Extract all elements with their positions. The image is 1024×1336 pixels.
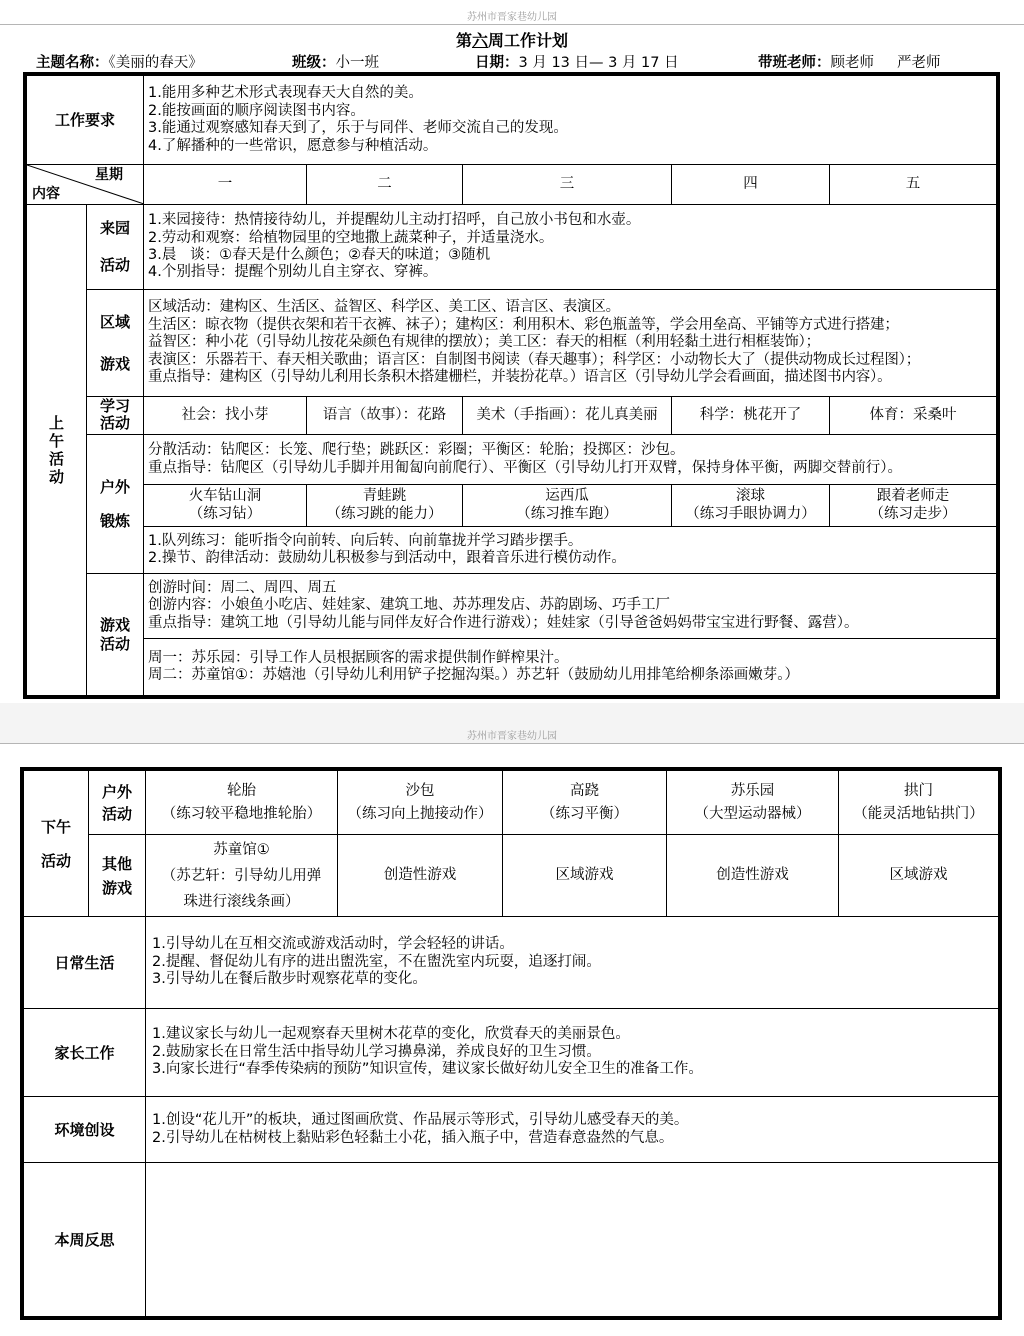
list-item: 2.能按画面的顺序阅读图书内容。 [148, 102, 365, 119]
list-item: 2.劳动和观察：给植物园里的空地撒上蔬菜种子，并适量浇水。 [148, 229, 554, 246]
afternoon-other-wed: 区域游戏 [503, 835, 667, 917]
page-title [0, 28, 1024, 51]
day-header-mon: 一 [144, 165, 307, 205]
list-item: 3.引导幼儿在餐后散步时观察花草的变化。 [152, 971, 427, 988]
outdoor-extra-content [144, 527, 997, 574]
page-header-2: 苏州市晋家巷幼儿园 [467, 731, 557, 742]
title-suffix: 周工作计划 [488, 31, 569, 50]
title-prefix: 第 [455, 31, 472, 50]
area-games-content [144, 290, 997, 397]
outdoor-exercise-content [144, 435, 997, 485]
outdoor-exercise-label: 户外 锻炼 [87, 435, 144, 574]
list-item: 4.个别指导：提醒个别幼儿自主穿衣、穿裤。 [148, 264, 438, 281]
afternoon-outdoor-wed: 高跷 （练习平衡） [503, 771, 667, 835]
list-item: 重点指导：建构区（引导幼儿利用长条积木搭建栅栏，并装扮花草。）语言区（引导幼儿学会看画面，描述图书内容）。 [148, 368, 892, 385]
list-item: 2.引导幼儿在枯树枝上黏贴彩色轻黏土小花，插入瓶子中，营造春意盎然的气息。 [152, 1129, 674, 1146]
study-mon: 社会：找小芽 [144, 396, 307, 435]
outdoor-wed: 运西瓜 （练习推车跑） [463, 484, 672, 527]
list-item: 3.晨 谈：①春天是什么颜色；②春天的味道；③随机 [148, 246, 491, 263]
afternoon-other-thu: 创造性游戏 [667, 835, 839, 917]
list-item: 分散活动：钻爬区：长笼、爬行垫；跳跃区：彩圈；平衡区：轮胎；投掷区：沙包。 [148, 442, 685, 459]
date-value: 3 月 13 日— 3 月 17 日 [518, 55, 679, 71]
game-activities-extra [144, 639, 997, 696]
afternoon-outdoor-fri: 拱门 （能灵活地钻拱门） [839, 771, 999, 835]
list-item: 生活区：晾衣物（提供衣架和若干衣裤、袜子）；建构区：利用积木、彩色瓶盖等，学会用垒高、平铺等方式进行搭建； [148, 316, 899, 333]
outdoor-fri: 跟着老师走 （练习走步） [830, 484, 997, 527]
weekly-plan-table-2 [23, 770, 999, 1317]
afternoon-outdoor-tue: 沙包 （练习向上抛接动作） [338, 771, 503, 835]
daily-life-label: 日常生活 [24, 917, 146, 1009]
afternoon-other-fri: 区域游戏 [839, 835, 999, 917]
list-item: 重点指导：建筑工地（引导幼儿能与同伴友好合作进行游戏）；娃娃家（引导爸爸妈妈带宝宝进行野餐、露营）。 [148, 614, 859, 631]
study-wed: 美术（手指画）：花儿真美丽 [463, 396, 672, 435]
header-divider [0, 743, 1024, 744]
environment-label: 环境创设 [24, 1097, 146, 1163]
date-label: 日期： [475, 55, 519, 71]
list-item: 3.向家长进行“春季传染病的预防”知识宣传，建议家长做好幼儿安全卫生的准备工作。 [152, 1061, 703, 1078]
day-header-thu: 四 [672, 165, 830, 205]
weekly-plan-table-1 [26, 75, 997, 696]
page-header-1: 苏州市晋家巷幼儿园 [467, 12, 557, 23]
work-requirements-label: 工作要求 [27, 76, 144, 165]
list-item: 表演区：乐器若干、春天相关歌曲；语言区：自制图书阅读（春天趣事）；科学区：小动物长大了（提供动物成长过程图）； [148, 351, 921, 368]
reflection-content[interactable] [146, 1163, 999, 1317]
afternoon-other-tue: 创造性游戏 [338, 835, 503, 917]
teacher-label: 带班老师： [758, 55, 831, 71]
arrival-activities-content [144, 204, 997, 289]
list-item: 2.鼓励家长在日常生活中指导幼儿学习擤鼻涕，养成良好的卫生习惯。 [152, 1043, 601, 1060]
list-item: 周一：苏乐园：引导工作人员根据顾客的需求提供制作鲜榨果汁。 [148, 649, 569, 666]
outdoor-thu: 滚球 （练习手眼协调力） [672, 484, 830, 527]
afternoon-outdoor-label: 户外 活动 [89, 771, 146, 835]
teacher-info [758, 51, 941, 72]
list-item: 创游内容：小娘鱼小吃店、娃娃家、建筑工地、苏苏理发店、苏韵剧场、巧手工厂 [148, 597, 671, 614]
outdoor-mon: 火车钻山洞 （练习钻） [144, 484, 307, 527]
study-fri: 体育：采桑叶 [830, 396, 997, 435]
list-item: 3.能通过观察感知春天到了，乐于与同伴、老师交流自己的发现。 [148, 120, 568, 137]
afternoon-other-mon: 苏童馆① （苏艺轩：引导幼儿用弹 珠进行滚线条画） [146, 835, 338, 917]
afternoon-outdoor-mon: 轮胎 （练习较平稳地推轮胎） [146, 771, 338, 835]
theme-label: 主题名称： [36, 55, 109, 71]
afternoon-other-label: 其他 游戏 [89, 835, 146, 917]
class-info [292, 51, 379, 72]
morning-activities-label: 上 午 活 动 [27, 204, 87, 695]
teacher-value: 顾老师 严老师 [830, 55, 941, 71]
list-item: 重点指导：钻爬区（引导幼儿手脚并用匍匐向前爬行）、平衡区（引导幼儿打开双臂，保持身体平衡，两脚交替前行）。 [148, 459, 903, 476]
list-item: 1.队列练习：能听指令向前转、向后转、向前靠拢并学习踏步摆手。 [148, 532, 583, 549]
class-value: 小一班 [335, 55, 379, 71]
study-tue: 语言（故事）：花路 [307, 396, 463, 435]
header-divider [0, 24, 1024, 25]
outdoor-tue: 青蛙跳 （练习跳的能力） [307, 484, 463, 527]
reflection-label: 本周反思 [24, 1163, 146, 1317]
arrival-activities-label: 来园 活动 [87, 204, 144, 289]
game-activities-content [144, 574, 997, 639]
content-label: 内容 [32, 186, 60, 203]
list-item: 4.了解播种的一些常识，愿意参与种植活动。 [148, 137, 438, 154]
environment-content [146, 1097, 999, 1163]
list-item: 1.来园接待：热情接待幼儿，并提醒幼儿主动打招呼，自己放小书包和水壶。 [148, 212, 641, 229]
class-label: 班级： [292, 55, 336, 71]
date-info [475, 51, 679, 72]
parent-work-content [146, 1009, 999, 1097]
list-item: 1.能用多种艺术形式表现春天大自然的美。 [148, 85, 423, 102]
list-item: 益智区：种小花（引导幼儿按花朵颜色有规律的摆放）；美工区：春天的相框（利用轻黏土进行相框装饰）； [148, 334, 820, 351]
list-item: 1.引导幼儿在互相交流或游戏活动时，学会轻轻的讲话。 [152, 936, 514, 953]
work-requirements-content [144, 76, 997, 165]
study-activities-label: 学习 活动 [87, 396, 144, 435]
weekday-corner-header [27, 165, 144, 205]
list-item: 1.建议家长与幼儿一起观察春天里树木花草的变化，欣赏春天的美丽景色。 [152, 1026, 630, 1043]
list-item: 1.创设“花儿开”的板块，通过图画欣赏、作品展示等形式，引导幼儿感受春天的美。 [152, 1112, 689, 1129]
list-item: 2.操节、韵律活动：鼓励幼儿积极参与到活动中，跟着音乐进行模仿动作。 [148, 550, 626, 567]
day-header-fri: 五 [830, 165, 997, 205]
day-header-tue: 二 [307, 165, 463, 205]
theme-info [36, 51, 203, 72]
daily-life-content [146, 917, 999, 1009]
study-thu: 科学：桃花开了 [672, 396, 830, 435]
theme-value: 《美丽的春天》 [108, 55, 203, 71]
afternoon-outdoor-thu: 苏乐园 （大型运动器械） [667, 771, 839, 835]
day-header-wed: 三 [463, 165, 672, 205]
list-item: 周二：苏童馆①：苏嬉池（引导幼儿利用铲子挖掘沟渠。）苏艺轩（鼓励幼儿用排笔给柳条添画嫩芽。） [148, 667, 800, 684]
area-games-label: 区域 游戏 [87, 290, 144, 397]
list-item: 区域活动：建构区、生活区、益智区、科学区、美工区、语言区、表演区。 [148, 299, 620, 316]
list-item: 创游时间：周二、周四、周五 [148, 580, 337, 597]
list-item: 2.提醒、督促幼儿有序的进出盥洗室，不在盥洗室内玩耍，追逐打闹。 [152, 953, 601, 970]
afternoon-activities-label: 下午 活动 [24, 771, 89, 917]
game-activities-label: 游戏 活动 [87, 574, 144, 696]
parent-work-label: 家长工作 [24, 1009, 146, 1097]
weekday-label: 星期 [95, 167, 124, 184]
title-week-number: 六 [471, 31, 488, 50]
